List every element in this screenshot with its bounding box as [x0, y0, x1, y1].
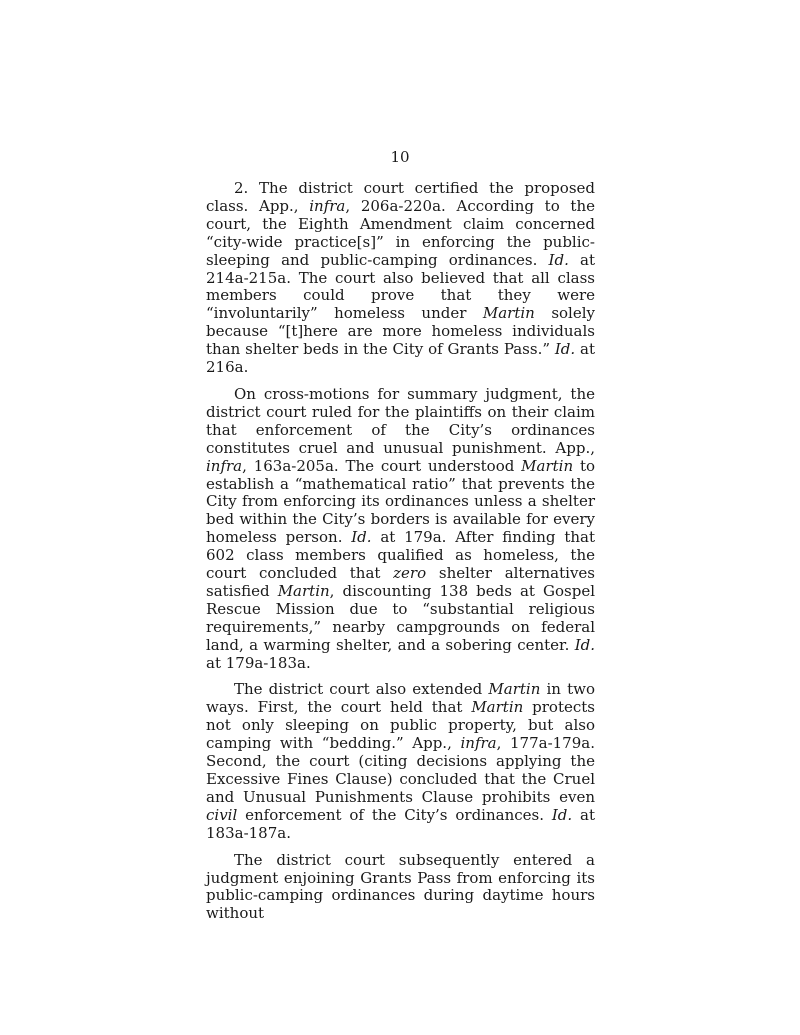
text-run: enforcement of the City’s ordinances.	[237, 805, 552, 824]
text-run: shelter alternatives satisfied	[206, 564, 595, 600]
text-run: protects not only sleeping on public property, but also camping with “bedding.” App.,	[206, 698, 595, 753]
paragraph	[206, 852, 595, 924]
text-run: to establish a “mathematical ratio” that prevents the City from enforcing its ordinances unless a shelter bed within the City’s borders is available for every homeless person.	[206, 456, 595, 547]
text-run: , discounting 138 beds at Gospel Rescue Mission due to “substantial religious requirements,” nearby campgrounds on federal land, a warming shelter, and a sobering center.	[206, 581, 595, 654]
text-run: in two ways. First, the court held that	[206, 680, 595, 717]
text-run: , 177a-179a. Second, the court (citing decisions applying the Excessive Fines Clause) concluded that the Cruel and Unusual Punishments Clause prohibits even	[206, 734, 595, 806]
italic-text: Id.	[548, 250, 569, 269]
italic-text: Martin	[488, 680, 541, 699]
italic-text: Id.	[551, 805, 573, 824]
text-run: The district court subsequently entered a judgment enjoining Grants Pass from enforcing its public-camping ordinances during daytime hours without	[206, 850, 595, 923]
page-number: 10	[390, 148, 410, 166]
text-run: at 183a-187a.	[206, 805, 595, 842]
italic-text: Martin	[277, 581, 330, 600]
body-text	[206, 180, 595, 923]
italic-text: Id.	[574, 635, 595, 654]
italic-text: Martin	[471, 698, 524, 717]
italic-text: Id.	[351, 528, 372, 547]
italic-text: zero	[393, 564, 427, 583]
italic-text: infra	[206, 456, 243, 475]
text-run: at 214a-215a. The court also believed that all class members could prove that they were “involuntarily” homeless under	[206, 250, 595, 323]
text-run: On cross-motions for summary judgment, the district court ruled for the plaintiffs on their claim that enforcement of the City’s ordinances constitutes cruel and unusual punishment. App.,	[206, 384, 595, 457]
text-run: The district court also extended	[234, 680, 489, 699]
text-run: 2. The district court certified the proposed class. App.,	[206, 179, 595, 215]
text-run: solely because “[t]here are more homeless individuals than shelter beds in the City of Grants Pass.”	[206, 304, 595, 359]
italic-text: Martin	[482, 304, 535, 323]
italic-text: Id.	[554, 340, 576, 359]
text-run: at 216a.	[206, 340, 595, 377]
paragraph	[206, 180, 595, 377]
italic-text: infra	[460, 734, 497, 753]
paragraph	[206, 681, 595, 842]
italic-text: Martin	[521, 456, 574, 475]
text-run: , 163a-205a. The court understood	[242, 456, 522, 475]
italic-text: civil	[206, 805, 238, 824]
text-run: at 179a-183a.	[206, 653, 311, 672]
text-run: , 206a-220a. According to the court, the Eighth Amendment claim concerned “city-wide practice[s]” in enforcing the public-sleeping and public-camping ordinances.	[206, 196, 595, 269]
text-run: at 179a. After finding that 602 class members qualified as homeless, the court concluded that	[206, 528, 595, 583]
italic-text: infra	[309, 196, 346, 215]
paragraph	[206, 386, 595, 673]
